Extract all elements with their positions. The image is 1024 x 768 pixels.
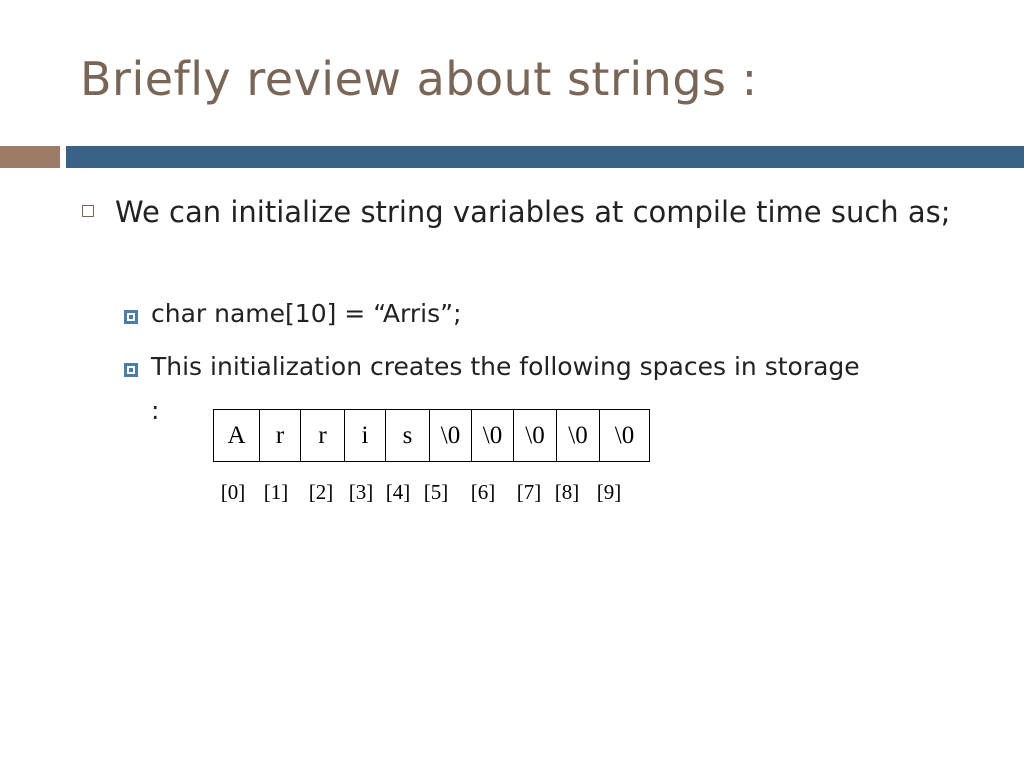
slide-title: Briefly review about strings : [80, 52, 758, 106]
storage-index: [5] [423, 480, 449, 504]
bullet-text-declaration: char name[10] = “Arris”; [151, 299, 462, 328]
storage-index: [3] [348, 480, 374, 504]
storage-index: [8] [554, 480, 580, 504]
storage-index: [0] [220, 480, 246, 504]
square-bullet-icon [124, 310, 138, 324]
storage-cell: \0 [430, 410, 472, 462]
bullet-text-storage-line2: : [151, 396, 160, 425]
storage-index-row [213, 480, 631, 505]
storage-cell: \0 [600, 410, 650, 462]
storage-cell: r [301, 410, 345, 462]
storage-cell: A [214, 410, 260, 462]
storage-cell: \0 [557, 410, 600, 462]
bullet-text-storage-line1: This initialization creates the following spaces in storage [151, 352, 860, 381]
storage-index: [6] [470, 480, 496, 504]
bullet-text-initialize: We can initialize string variables at compile time such as; [115, 195, 951, 229]
storage-cell: \0 [514, 410, 557, 462]
storage-cell: i [345, 410, 386, 462]
storage-cell: \0 [472, 410, 514, 462]
storage-index: [1] [263, 480, 289, 504]
storage-index: [7] [516, 480, 542, 504]
storage-cell: r [260, 410, 301, 462]
storage-row [214, 410, 650, 462]
storage-index: [2] [308, 480, 334, 504]
accent-bar-blue [66, 146, 1024, 168]
accent-bar-brown [0, 146, 60, 168]
square-bullet-icon [82, 205, 94, 217]
storage-index: [4] [385, 480, 411, 504]
storage-array-table [213, 409, 650, 462]
storage-cell: s [386, 410, 430, 462]
square-bullet-icon [124, 363, 138, 377]
storage-index: [9] [596, 480, 622, 504]
